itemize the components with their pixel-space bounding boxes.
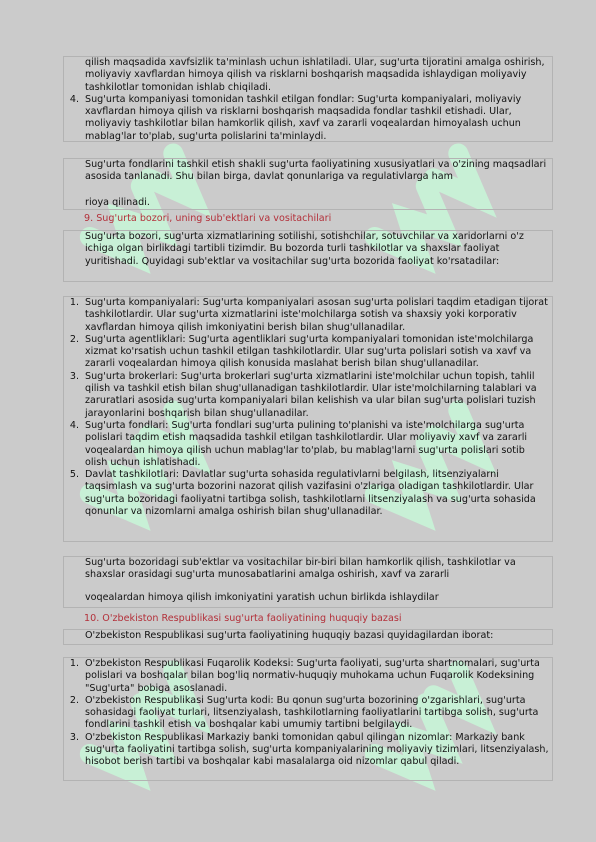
- paragraph-text: rioya qilinadi.: [85, 196, 150, 208]
- list-item: [64, 94, 552, 143]
- paragraph-text: Sug'urta bozori, sug'urta xizmatlarining sotilishi, sotishchilar, sotuvchilar va xaridorlarni o'z ichiga olgan birlikdagi tartibli tizimdir. Bu bozorda turli tashkilotlar va shaxslar faoliyat yuritishadi. Quyidagi sub'ektlar va vositachilar sug'urta bozorida faoliyat ko'rsatadilar:: [85, 231, 524, 267]
- legal-basis-intro-paragraph: [63, 629, 553, 645]
- paragraph-text: Sug'urta bozoridagi sub'ektlar va vositachilar bir-biri bilan hamkorlik qilish, tashkilotlar va shaxslar orasidagi sug'urta munosabatlarini amalga oshirish, xavf va zararli: [85, 557, 516, 581]
- fund-forms-paragraph: [63, 158, 553, 210]
- list-number: 1.: [69, 658, 79, 669]
- list-item-text: Davlat tashkilotlari: Davlatlar sug'urta sohasida regulativlarni belgilash, litsenziyalarni taqsimlash va sug'urta bozorini nazorat qilish vazifasini o'zlariga oladigan tashkilotlardir. Ular sug'urta bozoridagi faoliyatni tartibga solish, tashkilotlarni litsenziyalash va sug'urta sohasida qonunlar va nizomlarni amalga oshirish bilan shug'ullanadilar.: [85, 469, 536, 518]
- market-summary-paragraph: [63, 556, 553, 608]
- list-number: 3.: [69, 370, 79, 382]
- list-item-text: Sug'urta brokerlari: Sug'urta brokerlari sug'urta xizmatlarini iste'molchilar uchun topish, tahlil qilish va tashkil etish bilan shug'ullanadigan tashkilotlardir. Ular iste'molchilarning talablari va zaruratlari asosida sug'urta kompaniyalari bilan kelishish va ular bilan sug'urta polislari tuzish jarayonlarini boshqarish bilan shug'ullanadilar.: [85, 370, 537, 419]
- market-intro-paragraph: [63, 230, 553, 282]
- list-item-text: Sug'urta kompaniyasi tomonidan tashkil etilgan fondlar: Sug'urta kompaniyalari, moliyaviy xavflardan himoya qilish va risklarni boshqarish maqsadida fondlar tashkil etishadi. Ular, moliyaviy tashkilotlar bilan hamkorlik qilish, xavf va zararli voqealardan himoyalash uchun mablag'lar to'plab, sug'urta polislarini ta'minlaydi.: [85, 93, 522, 142]
- list-item-text: Sug'urta kompaniyalari: Sug'urta kompaniyalari asosan sug'urta polislari taqdim etadigan tijorat tashkilotlardir. Ular sug'urta xizmatlarini iste'molchilarga sotish va shaxsiy yoki korporativ xavflardan himoya qilish imkoniyatini berish bilan shug'ullanadilar.: [85, 297, 548, 333]
- continuation-text: qilish maqsadida xavfsizlik ta'minlash uchun ishlatiladi. Ular, sug'urta tijoratini amalga oshirish, moliyaviy xavflardan himoya qilish va risklarni boshqarish maqsadida ishlaydigan moliyaviy tashkilotlar tomonidan ishlab chiqiladi.: [85, 57, 545, 93]
- legal-basis-list-block: [63, 657, 553, 781]
- paragraph-text: Sug'urta fondlarini tashkil etish shakli sug'urta faoliyatining xususiyatlari va o'zining maqsadlari asosida tanlanadi. Shu bilan birga, davlat qonunlariga va regulativlarga ham: [85, 159, 547, 183]
- list-number: 2.: [69, 333, 79, 345]
- list-item-text: O'zbekiston Respublikasi Fuqarolik Kodeksi: Sug'urta faoliyati, sug'urta shartnomalari, sug'urta polislari va boshqalar bilan bog'liq normativ-huquqiy muhokama uchun Fuqarolik Kodeksining "Sug'urta" bobiga asoslanadi.: [85, 658, 540, 694]
- list-number: 2.: [69, 694, 79, 706]
- list-item-text: O'zbekiston Respublikasi Sug'urta kodi: Bu qonun sug'urta bozorining o'zgarishlari, sug'urta sohasidagi faoliyat turlari, litsenziyalash, tashkilotlarning faoliyatlarini tartibga solish, sug'urta fondlarini tashkil etish va boshqalar kabi umumiy tartibni belgilaydi.: [85, 694, 539, 731]
- list-number: 1.: [69, 297, 79, 308]
- section-heading-9: 9. Sug'urta bozori, uning sub'ektlari va vositachilari: [84, 213, 332, 224]
- list-item: [64, 695, 552, 732]
- list-number: 5.: [69, 469, 79, 481]
- list-item: [64, 297, 552, 334]
- list-number: 4.: [69, 93, 79, 105]
- paragraph-text: voqealardan himoya qilish imkoniyatini yaratish uchun birlikda ishlaydilar: [85, 591, 439, 603]
- list-item: [64, 658, 552, 695]
- list-item-text: Sug'urta agentliklari: Sug'urta agentliklari sug'urta kompaniyalari tomonidan iste'molchilarga xizmat ko'rsatish uchun tashkil etilgan tashkilotlardir. Ular sug'urta polislari sotish va xavf va zararli voqealardan himoya qilish konusida maslahat berish bilan shug'ullanadilar.: [85, 333, 534, 370]
- list-item: [64, 469, 552, 518]
- continued-list-block: [63, 56, 553, 142]
- market-subjects-list-block: [63, 296, 553, 542]
- fund-list: [64, 94, 552, 143]
- market-subjects-list: [64, 297, 552, 518]
- list-item-text: O'zbekiston Respublikasi Markaziy banki tomonidan qabul qilingan nizomlar: Markaziy bank sug'urta faoliyatini tartibga solish, sug'urta kompaniyalarining moliyaviy tizimlari, litsenziyalash, hisobot berish tartibi va boshqalar kabi masalalarga oid nizomlar qabul qiladi.: [85, 731, 549, 768]
- list-item: [64, 371, 552, 420]
- section-heading-10: 10. O'zbekiston Respublikasi sug'urta faoliyatining huquqiy bazasi: [84, 613, 402, 624]
- legal-basis-list: [64, 658, 552, 769]
- paragraph-text: O'zbekiston Respublikasi sug'urta faoliyatining huquqiy bazasi quyidagilardan iborat:: [85, 630, 494, 641]
- list-item: [64, 732, 552, 769]
- list-item: [64, 334, 552, 371]
- list-number: 4.: [69, 419, 79, 431]
- list-item: [64, 420, 552, 469]
- list-item-text: Sug'urta fondlari: Sug'urta fondlari sug'urta pulining to'planishi va iste'molchilarga sug'urta polislari taqdim etish maqsadida tashkil etilgan tashkilotlardir. Ular moliyaviy xavf va zararli voqealardan himoya qilish uchun mablag'lar to'plab, bu mablag'larni sug'urta polislari sotib olish uchun ishlatishadi.: [85, 419, 528, 468]
- list-number: 3.: [69, 731, 79, 743]
